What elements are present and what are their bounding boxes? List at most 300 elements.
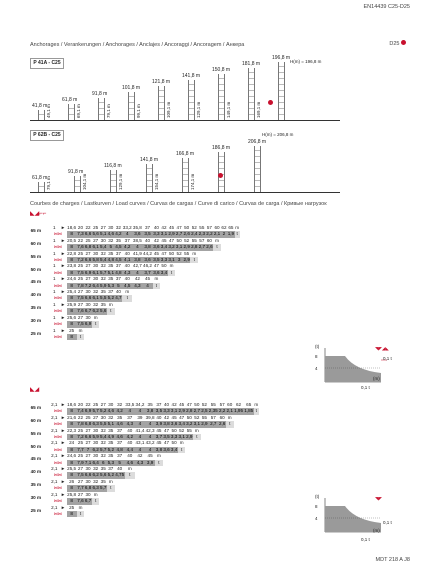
distance-cell: 30: [93, 440, 99, 446]
distance-cell: 50: [184, 225, 190, 230]
distance-cell: 32: [93, 478, 99, 484]
load-cell: 4,3: [124, 269, 131, 275]
load-cell: 5,4: [100, 244, 107, 250]
reeving-count: 1: [49, 328, 59, 334]
boom-length: 25 m: [30, 328, 49, 341]
load-cell: 2,8: [186, 408, 193, 414]
arrow-icon: ►: [60, 237, 66, 243]
distance-cell: 55: [184, 250, 190, 256]
distance-cell: 65: [228, 225, 234, 230]
distance-cell: 20: [77, 402, 84, 407]
table-row: [30, 231, 240, 237]
distance-cell: 27: [77, 289, 84, 295]
distance-cell: m: [169, 263, 174, 269]
load-cell: 7,6: [77, 244, 84, 250]
load-cell: 4,3: [136, 459, 144, 465]
table-row: [30, 511, 259, 517]
anchor-height-label: 49,1 m: [46, 104, 51, 118]
load-cell: 3,5: [163, 434, 170, 440]
load-symbol-icon: ⋈⋈: [49, 485, 66, 491]
load-cell: 6,8: [84, 485, 92, 491]
load-cell: 4,75: [115, 472, 125, 478]
distance-cell: 32: [100, 263, 106, 269]
load-cell: 4,8: [115, 269, 122, 275]
load-cell: 8: [67, 460, 77, 466]
load-cell: 6,6: [84, 257, 92, 263]
distance-cell: 57: [206, 225, 212, 230]
load-cell: 4,9: [107, 434, 114, 440]
distance-cell: 60: [219, 414, 225, 420]
load-cell: 4: [142, 283, 152, 289]
tower-mast: [74, 176, 81, 192]
load-cell: 5,4: [100, 257, 107, 263]
distance-cell: 27: [77, 301, 84, 307]
arrow-icon: ►: [60, 263, 66, 269]
load-cell: 6,9: [84, 269, 92, 275]
distance-cell: 27: [85, 440, 91, 446]
load-cell: 3,1: [160, 231, 168, 237]
anchor-height-label: 99,1 m: [136, 104, 141, 118]
distance-cell: 25: [77, 276, 84, 282]
load-cell: 5,5: [100, 421, 107, 427]
load-cell: 7,6: [77, 308, 84, 314]
distance-cell: 57: [219, 402, 225, 407]
load-cell: 4,2: [126, 434, 133, 440]
distance-cell: m: [227, 414, 232, 420]
load-cell: 2,6: [218, 421, 226, 427]
load-symbol-icon: ⋈⋈: [49, 283, 66, 289]
load-cell: 5,2: [100, 408, 107, 414]
load-cell: 6,6: [84, 295, 92, 301]
load-symbol-icon: ⋈⋈: [49, 511, 66, 517]
load-cell: 5,7: [100, 485, 107, 491]
load-cell: 7,5: [77, 269, 84, 275]
tower-mast: [68, 104, 75, 120]
warning-icon: [218, 165, 223, 183]
load-cell: 2,8: [191, 244, 198, 250]
load-cell: 3,1: [178, 434, 185, 440]
load-cell: 3,1: [175, 244, 183, 250]
distance-cell: 30: [108, 402, 114, 407]
distance-cell: 50: [161, 263, 167, 269]
load-symbol-icon: ⋈⋈: [49, 257, 66, 263]
load-cell: 6,9: [84, 321, 92, 327]
distance-cell: 25,8: [67, 491, 77, 497]
warning-icon: [268, 92, 273, 110]
load-cell: 7,2: [77, 257, 84, 263]
arrow-icon: ►: [60, 414, 66, 420]
load-cell: 7,9: [77, 459, 84, 465]
load-symbol-icon: ⋈⋈: [49, 231, 66, 237]
anchor-height-label: 79,1 m: [106, 104, 111, 118]
boom-length: 30 m: [30, 315, 49, 328]
distance-cell: 40: [125, 440, 135, 446]
distance-cell: 55: [201, 414, 207, 420]
load-cell: 8: [67, 485, 77, 491]
distance-cell: 25: [85, 237, 91, 243]
arrow-icon: ►: [60, 466, 66, 472]
distance-cell: 39: [135, 415, 145, 421]
load-cell: 2,7: [210, 421, 217, 427]
distance-cell: 52: [176, 250, 182, 256]
load-cell: 5,6: [92, 231, 99, 237]
arrow-icon: ►: [60, 504, 66, 510]
tower-mast: [146, 164, 153, 192]
distance-cell: 42: [161, 225, 167, 230]
load-symbol-icon: ⋈⋈: [49, 498, 66, 504]
load-cell: 1,85: [244, 408, 254, 414]
load-cell: 2,7: [175, 231, 183, 237]
tower-mast: [188, 80, 195, 120]
distance-cell: 35: [115, 237, 121, 243]
distance-cell: 40: [115, 466, 125, 472]
load-cell: 5: [107, 244, 115, 250]
boom-length: 65 m: [30, 225, 49, 238]
load-cell: 3,6: [153, 244, 160, 250]
distance-cell: 52: [191, 225, 197, 230]
anchorage-diagram-p41a: [30, 55, 310, 120]
load-cell: 4,3: [134, 282, 141, 288]
distance-cell: 62: [234, 402, 244, 408]
load-cell: 8: [67, 231, 77, 237]
distance-cell: 35: [108, 427, 114, 433]
distance-cell: 32: [115, 225, 121, 230]
tower-mast: [278, 62, 285, 120]
load-cell: 5,8: [92, 257, 99, 263]
load-cell: 4: [145, 434, 155, 440]
load-cell: 3,3: [163, 408, 170, 414]
boom-length: 35 m: [30, 302, 49, 315]
load-cell: 4: [135, 434, 145, 440]
load-cell: 6,2: [92, 446, 99, 452]
tower-height-label: 91,8 m: [92, 91, 108, 97]
distance-cell: 50: [171, 440, 177, 446]
table-row: [30, 276, 240, 282]
distance-cell: m: [194, 427, 199, 433]
load-cell: 5,2: [107, 295, 114, 301]
load-symbol-icon: ⋈⋈: [49, 472, 66, 478]
load-symbol-icon: ⋈⋈: [49, 421, 66, 427]
load-cell: 8: [67, 511, 77, 517]
reeving-count: 1: [49, 251, 59, 257]
distance-cell: 33,5: [125, 402, 135, 407]
load-cell: t: [107, 485, 115, 491]
load-cell: 6,2: [92, 472, 99, 478]
distance-cell: 24,6: [67, 276, 77, 282]
tower-mast: [38, 110, 45, 120]
anchor-height-label: 174,1 m: [190, 173, 195, 190]
distance-cell: 45: [171, 414, 177, 420]
load-cell: 8: [67, 308, 77, 314]
load-cell: 6: [99, 460, 107, 466]
distance-cell: 62: [221, 225, 227, 230]
load-cell: t: [107, 308, 115, 314]
tower-height-label: 181,8 m: [242, 61, 261, 67]
distance-cell: 22,8: [67, 250, 77, 256]
load-symbol-icon: ⋈⋈: [49, 447, 66, 453]
load-cell: 4: [125, 408, 135, 414]
tower-mast: [110, 170, 117, 192]
distance-cell: 37: [115, 453, 125, 459]
boom-length: 45 m: [30, 453, 49, 466]
distance-cell: 18,6: [67, 402, 77, 407]
arrow-icon: ►: [60, 289, 66, 295]
distance-cell: 25: [77, 440, 84, 446]
load-cell: 7,4: [77, 408, 84, 414]
load-cell: 2,5: [201, 408, 208, 414]
load-cell: 4: [145, 421, 155, 427]
tower-height-label: 61,8 m: [32, 175, 48, 181]
reeving-count: 1: [49, 276, 59, 282]
distance-cell: 47: [153, 263, 159, 269]
arrow-icon: ►: [60, 478, 66, 484]
load-cell: 5,7: [100, 446, 107, 452]
distance-cell: 24: [67, 440, 77, 446]
arrow-icon: ►: [60, 314, 66, 320]
distance-cell: 35: [108, 453, 114, 459]
load-cell: 4,2: [115, 231, 122, 237]
arrow-icon: ►: [60, 453, 66, 459]
distance-cell: m: [179, 440, 184, 446]
table-row: [30, 466, 259, 472]
distance-cell: 22: [85, 402, 91, 407]
load-cell: 6,3: [92, 421, 99, 427]
load-symbol-icon: ⋈⋈: [49, 295, 66, 301]
distance-cell: 37: [115, 440, 125, 446]
load-cell: t: [92, 321, 100, 327]
load-cell: 3,8: [134, 257, 141, 263]
tower-height-label: 196,8 m: [272, 55, 291, 61]
distance-cell: 30: [93, 427, 99, 433]
distance-cell: 47: [161, 250, 167, 256]
arrow-icon: ►: [60, 491, 66, 497]
distance-cell: 35: [108, 250, 114, 256]
boom-length: 35 m: [30, 479, 49, 492]
distance-cell: 35: [108, 276, 114, 282]
tower-mast: [254, 146, 261, 192]
tower-height-label: 141,8 m: [182, 73, 201, 79]
load-cell: 2,9: [183, 244, 190, 250]
distance-cell: 32: [93, 289, 99, 295]
anchor-height-label: 69,1 m: [76, 104, 81, 118]
boom-length: 50 m: [30, 263, 49, 276]
load-cell: 7,2: [77, 434, 84, 440]
ground-line: [30, 120, 340, 121]
arrow-icon: ►: [60, 427, 66, 433]
distance-cell: 50: [186, 414, 192, 420]
load-cell: 3,9: [146, 459, 154, 465]
load-cell: 6,9: [84, 408, 92, 414]
distance-cell: 40: [125, 428, 135, 434]
distance-cell: 27: [77, 466, 84, 472]
distance-cell: 25: [67, 328, 77, 334]
max-height-label-p62b: H(m) = 206,8 m: [262, 132, 294, 137]
anchorages-title: Anchorages / Verankerungen / Anchorages / Anclajes / Ancoraggi / Ancoragem / Анкера: [30, 42, 245, 48]
distance-cell: 32: [108, 237, 114, 243]
distance-cell: 38,5: [132, 237, 142, 243]
distance-cell: 32: [115, 402, 125, 408]
load-symbol-icon: ⋈⋈: [49, 334, 66, 340]
load-cell: 3,5: [155, 408, 163, 414]
load-cell: t: [92, 498, 100, 504]
tower-mast: [218, 74, 225, 120]
load-cell: 3,6: [153, 269, 160, 275]
distance-cell: 42,3: [145, 427, 155, 433]
load-cell: 7,6: [77, 498, 84, 504]
table-row: [30, 308, 240, 314]
load-cell: t: [193, 434, 201, 440]
distance-cell: 37: [142, 225, 152, 231]
distance-cell: m: [235, 225, 240, 230]
load-cell: t: [77, 511, 85, 517]
distance-cell: 43,1: [135, 440, 145, 446]
load-cell: 3,1: [170, 408, 178, 414]
anchor-height-label: 149,1 m: [226, 101, 231, 118]
load-cell: 3,9: [155, 421, 163, 427]
distance-cell: m: [154, 276, 159, 282]
load-cell: 3,8: [146, 408, 154, 414]
table-row: [30, 321, 240, 327]
section-label-p62b: P 62B - C25: [30, 130, 64, 141]
load-cell: 7,7: [77, 446, 84, 452]
load-cell: 4: [135, 447, 145, 453]
distance-cell: 47: [163, 427, 170, 433]
reeving-count: 2,1: [51, 402, 58, 407]
load-cell: 2,9: [178, 408, 185, 414]
distance-cell: 20: [77, 225, 84, 230]
distance-cell: 42: [163, 414, 170, 420]
distance-cell: 26: [67, 479, 77, 485]
reeving-count: 1: [49, 315, 59, 321]
load-cell: 3,5: [144, 231, 151, 237]
load-cell: 4,5: [115, 244, 122, 250]
anchorage-diagram-p62b: [30, 132, 310, 192]
load-cell: 5: [115, 283, 123, 289]
distance-cell: 35: [115, 415, 125, 421]
load-symbol-icon: ⋈⋈: [49, 408, 66, 414]
footer-code: MDT 218 A J8: [375, 557, 410, 563]
reeving-count: 1: [49, 225, 59, 231]
load-cell: 3,3: [170, 434, 178, 440]
distance-cell: 33,2: [122, 225, 132, 230]
distance-cell: 25: [85, 414, 91, 420]
load-cell: 2,4: [191, 231, 198, 237]
arrow-icon: ►: [60, 402, 66, 407]
load-cell: 2,9: [201, 421, 208, 427]
load-cell: 4,4: [126, 446, 133, 452]
reeving-count: 1: [49, 263, 59, 269]
reeving-count: 2,1: [51, 427, 58, 433]
distance-cell: 35: [145, 402, 155, 408]
load-cell: 6,4: [92, 282, 99, 288]
table-row: [30, 440, 259, 446]
load-cell: 6,8: [84, 244, 92, 250]
load-cell: 4: [132, 244, 142, 250]
arrow-icon: ►: [60, 440, 66, 446]
distance-cell: 35: [100, 289, 106, 295]
distance-cell: 32: [100, 453, 106, 459]
load-symbol-icon: ⋈⋈: [49, 308, 66, 314]
reeving-count: 2,1: [51, 491, 58, 497]
load-cell: 3,8: [163, 421, 170, 427]
distance-cell: 27: [85, 453, 91, 459]
distance-cell: 45: [153, 250, 159, 256]
distance-cell: 27: [93, 237, 99, 243]
distance-cell: 55: [208, 402, 218, 408]
distance-cell: 27: [85, 276, 91, 282]
distance-cell: 50: [171, 427, 177, 433]
reeving-count: 1: [49, 302, 59, 308]
load-cell: 2,6: [183, 231, 190, 237]
distance-cell: 22: [77, 237, 84, 243]
distance-cell: 47: [176, 225, 182, 230]
distance-cell: 40: [115, 289, 121, 295]
distance-cell: 30: [93, 453, 99, 459]
load-cell: 5,2: [107, 446, 114, 452]
table-row: [30, 263, 240, 269]
load-cell: 8: [67, 472, 77, 478]
distance-cell: 25,4: [67, 289, 77, 295]
distance-cell: 65: [244, 402, 254, 408]
distance-cell: 27: [100, 225, 106, 230]
load-cell: 7,8: [77, 421, 84, 427]
distance-cell: m: [78, 504, 83, 510]
load-cell: 7,3: [77, 231, 84, 237]
arrow-icon: ►: [60, 225, 66, 230]
distance-cell: 30: [85, 314, 91, 320]
distance-cell: 37: [122, 238, 132, 244]
load-symbol-icon: ⋈⋈: [49, 434, 66, 440]
load-symbol-icon: ⋈⋈: [49, 270, 66, 276]
boom-length: 65 m: [30, 402, 49, 415]
load-cell: 3,8: [144, 244, 151, 250]
load-cell: 2,2: [218, 408, 226, 414]
distance-cell: 30: [108, 225, 114, 230]
section-code: D25: [389, 40, 406, 47]
load-cell: 5,7: [100, 269, 107, 275]
load-cell: 3,6: [170, 421, 178, 427]
load-cell: 6,2: [92, 308, 99, 314]
arrow-icon: ►: [60, 276, 66, 282]
distance-cell: 47: [163, 440, 170, 446]
boom-length: 25 m: [30, 505, 49, 518]
load-cell: 5,1: [107, 421, 114, 427]
load-cell: 5,9: [100, 282, 107, 288]
load-cell: 7,5: [77, 472, 84, 478]
anchor-height-label: 154,1 m: [154, 173, 159, 190]
load-cell: 8: [67, 498, 77, 504]
distance-cell: 35: [100, 466, 106, 472]
distance-cell: 37: [115, 428, 125, 434]
load-cell: 3,7: [155, 434, 163, 440]
tower-height-label: 41,8 m: [32, 103, 48, 109]
distance-cell: 18,6: [67, 225, 77, 230]
reeving-count: 2,1: [51, 478, 58, 484]
load-cell: 6,6: [84, 434, 92, 440]
distance-cell: 60: [206, 237, 212, 243]
distance-cell: 40: [156, 414, 162, 420]
load-cell: 4,8: [116, 446, 123, 452]
distance-cell: m: [125, 466, 135, 472]
load-cell: 3,1: [193, 421, 201, 427]
load-cell: 4,2: [124, 244, 131, 250]
distance-cell: 25: [67, 505, 77, 511]
distance-cell: 35: [108, 263, 114, 269]
load-cell: 5,9: [92, 434, 99, 440]
boom-length: 45 m: [30, 276, 49, 289]
load-curves-title: Courbes de charges / Lastkurven / Load curves / Curvas de cargas / Curve di carico / Curvas de carga / Кривые нагрузок: [30, 201, 327, 207]
load-table-2: [30, 402, 259, 517]
